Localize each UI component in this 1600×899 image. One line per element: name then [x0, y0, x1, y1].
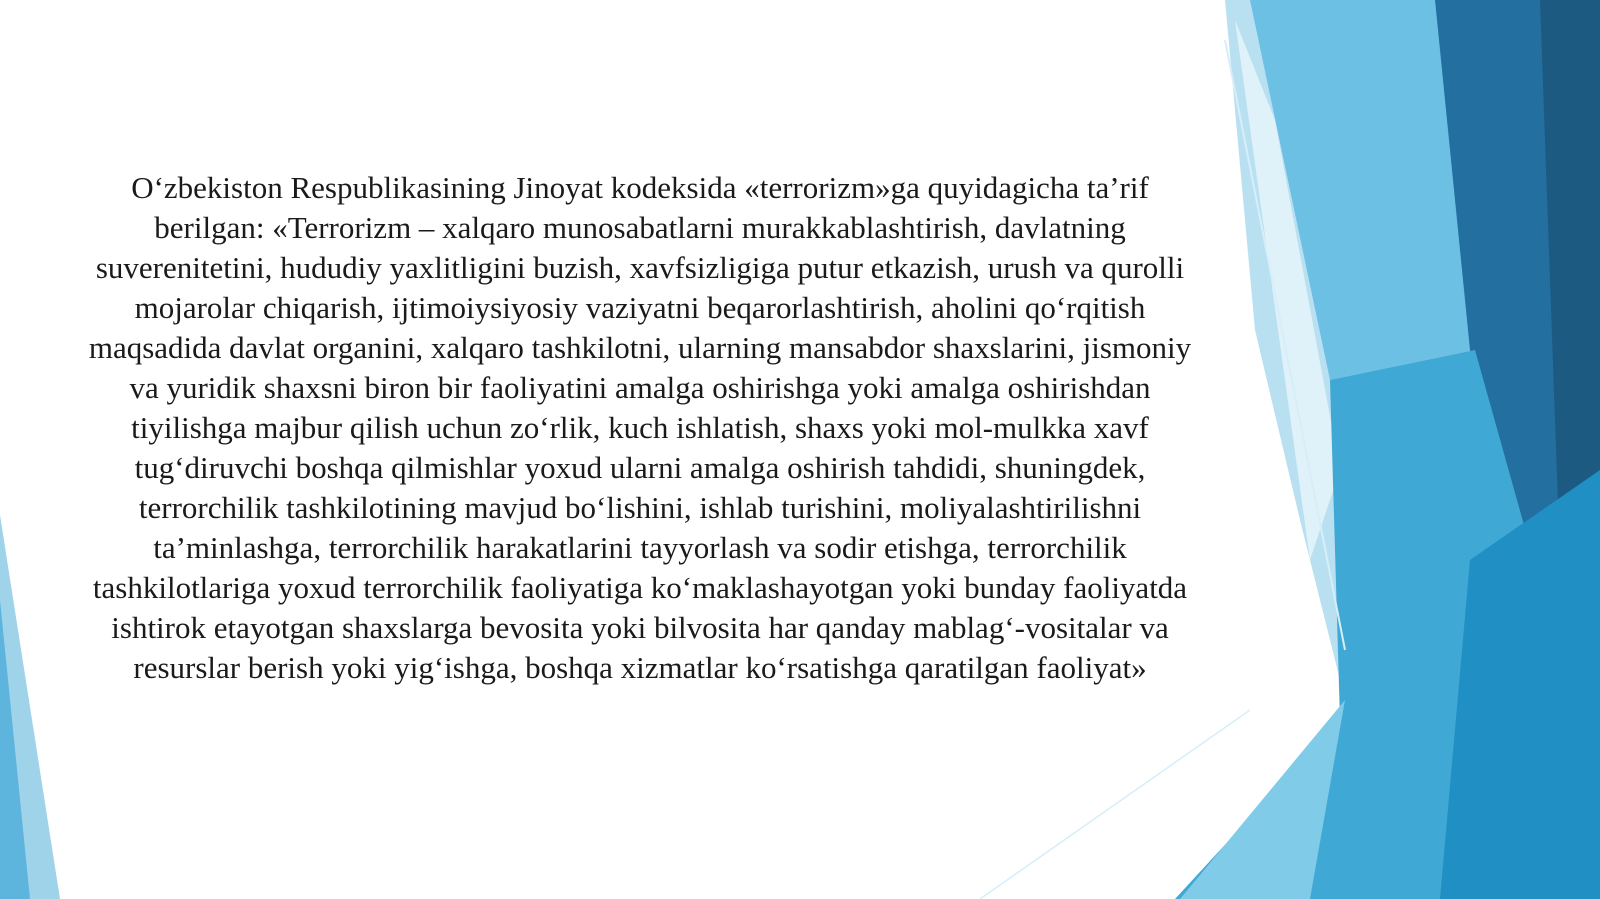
slide-body-text: O‘zbekiston Respublikasining Jinoyat kodeksida «terrorizm»ga quyidagicha ta’rif berilgan: «Terrorizm – xalqaro munosabatlarni murakkablashtirish, davlatning suverenitetini, hududiy yaxlitligini buzish, xavfsizligiga putur etkazish, urush va qurolli mojarolar chiqarish, ijtimoiysiyosiy vaziyatni beqarorlashtirish, aholini qo‘rqitish maqsadida davlat organini, xalqaro tashkilotni, ularning mansabdor shaxslarini, jismoniy va yuridik shaxsni biron bir faoliyatini amalga oshirishga yoki amalga oshirishdan tiyilishga majbur qilish uchun zo‘rlik, kuch ishlatish, shaxs yoki mol-mulkka xavf tug‘diruvchi boshqa qilmishlar yoxud ularni amalga oshirish tahdidi, shuningdek, terrorchilik tashkilotining mavjud bo‘lishini, ishlab turishini, moliyalashtirilishni ta’minlashga, terrorchilik harakatlarini tayyorlash va sodir etishga, terrorchilik tashkilotlariga yoxud terrorchilik faoliyatiga ko‘maklashayotgan yoki bunday faoliyatda ishtirok etayotgan shaxslarga bevosita yoki bilvosita har qanday mablag‘-vositalar va resurslar berish yoki yig‘ishga, boshqa xizmatlar ko‘rsatishga qaratilgan faoliyat»	[88, 170, 1192, 685]
